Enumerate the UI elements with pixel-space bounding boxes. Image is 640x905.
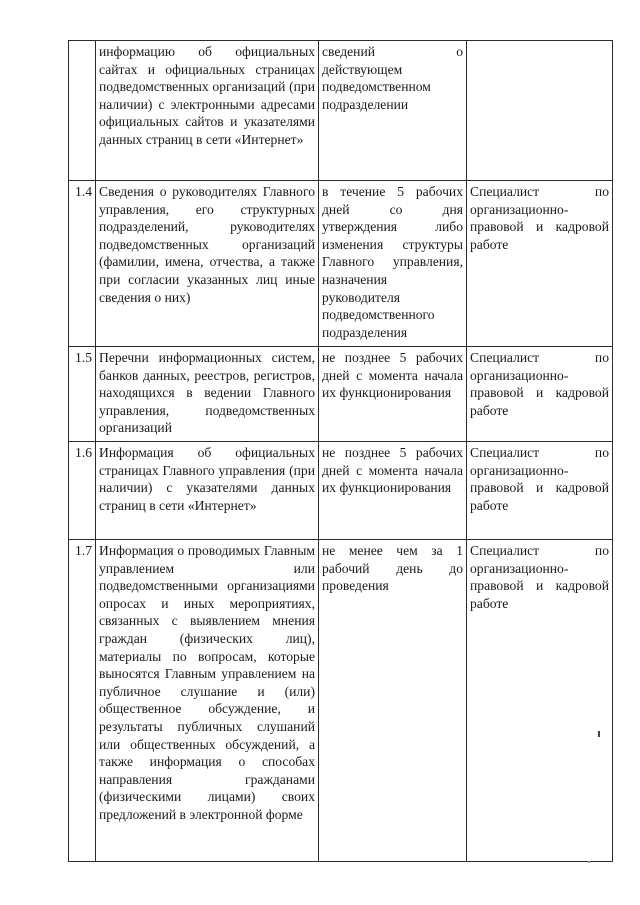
table-row xyxy=(69,41,613,181)
responsible-person xyxy=(467,441,613,539)
publication-term xyxy=(319,539,467,861)
info-description xyxy=(96,347,319,442)
responsible-person xyxy=(467,347,613,442)
table-row xyxy=(69,441,613,539)
responsible-person xyxy=(467,41,613,181)
responsible-text: Специалист по организационно-правовой и кадровой работе xyxy=(470,542,609,611)
publication-term xyxy=(319,441,467,539)
table-row xyxy=(69,181,613,347)
responsible-text: Специалист по организационно-правовой и кадровой работе xyxy=(470,184,609,252)
responsible-text: Специалист по организационно-правовой и кадровой работе xyxy=(470,444,609,513)
info-text: Перечни информационных систем, банков данных, реестров, регистров, находящихся в ведении Главного управления, подведомственных организаций xyxy=(99,350,315,436)
publication-term xyxy=(319,181,467,347)
responsible-person xyxy=(467,181,613,347)
term-text: не позднее 5 рабочих дней с момента начала их функционирования xyxy=(322,444,463,496)
info-text: Информация о проводимых Главным управлением или подведомственными организациями опросах и иных мероприятиях, связанных с выявлением мнения граждан (физических лиц), материалы по вопросам, которые выносятся Главным управлением на публичное слушание и (или) общественное обсуждение, и результаты публичных слушаний или общественных обсуждений, а также информация о способах направления гражданами (физическими лицами) своих предложений в электронной форме xyxy=(99,542,315,822)
responsible-text: Специалист по организационно-правовой и кадровой работе xyxy=(470,350,609,418)
publication-term xyxy=(319,347,467,442)
info-description xyxy=(96,441,319,539)
responsible-person xyxy=(467,539,613,861)
scan-speck xyxy=(588,861,590,863)
scan-speck xyxy=(598,731,600,737)
row-number: 1.5 xyxy=(69,347,96,442)
term-text: в течение 5 рабочих дней со дня утверждения либо изменения структуры Главного управления, назначения руководителя подведомственного подразделения xyxy=(322,184,463,340)
publication-term xyxy=(319,41,467,181)
row-number: 1.4 xyxy=(69,181,96,347)
row-number: 1.7 xyxy=(69,539,96,861)
term-text: не позднее 5 рабочих дней с момента начала их функционирования xyxy=(322,350,463,401)
row-number xyxy=(69,41,96,181)
table-row xyxy=(69,347,613,442)
info-description xyxy=(96,41,319,181)
publication-schedule-table xyxy=(68,40,613,862)
info-text: Информация об официальных страницах Главного управления (при наличии) с указателями данных страниц в сети «Интернет» xyxy=(99,444,315,513)
term-text: сведений о действующем подведомственном подразделении xyxy=(322,44,463,112)
table-row xyxy=(69,539,613,861)
info-text: информацию об официальных сайтах и официальных страницах подведомственных организаций (при наличии) с электронными адресами официальных сайтов и указателями данных страниц в сети «Интернет» xyxy=(99,44,315,147)
term-text: не менее чем за 1 рабочий день до проведения xyxy=(322,542,463,594)
info-description xyxy=(96,539,319,861)
info-description xyxy=(96,181,319,347)
info-text: Сведения о руководителях Главного управления, его структурных подразделений, руководителях подведомственных организаций (фамилии, имена, отчества, а также при согласии указанных лиц иные сведения о них) xyxy=(99,184,315,305)
row-number: 1.6 xyxy=(69,441,96,539)
